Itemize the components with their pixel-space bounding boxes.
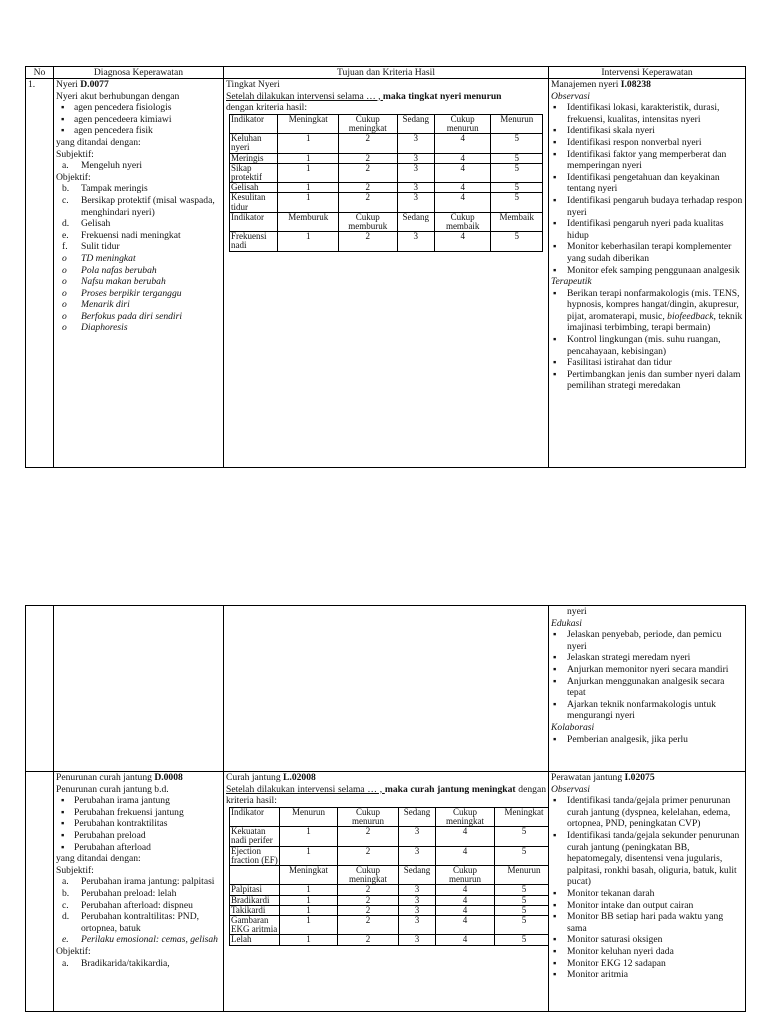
indicator-label: Indikator [230, 114, 278, 133]
indicator-cell: 3 [399, 846, 436, 865]
list-item: d. Gelisah [62, 218, 111, 230]
list-item: e. Perilaku emosional: cemas, gelisah [62, 934, 218, 946]
observasi-list [551, 795, 743, 981]
tujuan-criteria-label: dengan kriteria hasil: [226, 102, 307, 114]
indicator-cell: Memburuk [278, 212, 339, 231]
indicator-cell: Menurun [280, 807, 338, 826]
intervensi-cell [549, 79, 746, 468]
indicator-cell: 5 [491, 193, 543, 212]
list-item: o Proses berpikir terganggu [56, 288, 221, 300]
indicator-cell: Meningkat [495, 807, 549, 826]
indicator-label: Kekuatan nadi perifer [230, 827, 280, 846]
indicator-label: Ejection fraction (EF) [231, 845, 278, 865]
subjektif-list [56, 876, 221, 946]
list-item: c. Perubahan afterload: dispneu [62, 899, 193, 911]
diagnosis-title: Penurunan curah jantung D.0008 [56, 772, 183, 783]
list-item: ▪ Identifikasi lokasi, karakteristik, durasi, frekuensi, kualitas, intensitas nyeri [551, 102, 743, 125]
kolaborasi-label: Kolaborasi [551, 721, 595, 733]
row-number: 1. [26, 79, 54, 468]
list-item: ▪ Anjurkan menggunakan analgesik secara tepat [551, 676, 743, 699]
indicator-cell: 2 [339, 153, 398, 163]
ditandai-label: yang ditandai dengan: [56, 853, 141, 865]
indicator-cell: 4 [436, 905, 495, 915]
indicator-cell: Sedang [399, 866, 436, 885]
indicator-row [230, 905, 549, 915]
indicator-cell: 3 [399, 885, 436, 895]
indicator-label: Sikap protektif [230, 163, 278, 182]
indicator-cell: Menurun [495, 866, 549, 885]
indicator-cell: 2 [339, 183, 398, 193]
ditandai-label: yang ditandai dengan: [56, 136, 141, 148]
list-item: ▪ agen pencedera fisik [56, 125, 221, 137]
list-item: ▪ Monitor EKG 12 sadapan [551, 958, 743, 970]
list-item: b. Tampak meringis [62, 183, 148, 195]
tujuan-title: Tingkat Nyeri [226, 79, 280, 90]
indicator-cell: 5 [495, 916, 549, 935]
list-item: a. Bradikarida/takikardia, [62, 957, 170, 969]
indicator-cell: Meningkat [280, 866, 338, 885]
continued-text: nyeri [567, 606, 587, 617]
indicator-row [230, 885, 549, 895]
objektif-list [56, 183, 221, 253]
observasi-list [551, 102, 743, 276]
indicator-cell: 3 [399, 935, 436, 945]
list-item: d. Perubahan kontraltilitas: PND, ortopnea, batuk [62, 911, 200, 934]
indicator-cell: 2 [338, 827, 399, 846]
observasi-label: Observasi [551, 90, 590, 102]
list-item: ▪ Identifikasi pengetahuan dan keyakinan tentang nyeri [551, 172, 743, 195]
observasi-label: Observasi [551, 783, 590, 795]
indicator-cell: 4 [434, 193, 491, 212]
indicator-cell: Cukup meningkat [339, 114, 398, 133]
indicator-label: Lelah [230, 935, 280, 945]
kolaborasi-list [551, 734, 743, 746]
list-item: a. Perubahan irama jantung: palpitasi [62, 876, 215, 888]
intervensi-continued-cell [549, 606, 746, 772]
list-item: c. Bersikap protektif (misal waspada, menghindari nyeri) [62, 194, 215, 218]
indicator-row [230, 916, 549, 935]
indicator-cell: 4 [436, 935, 495, 945]
indicator-cell: 5 [495, 895, 549, 905]
indicator-cell: 4 [434, 134, 491, 153]
indicator-cell: 2 [338, 916, 399, 935]
indicator-cell: 1 [280, 827, 338, 846]
header-no: No [26, 67, 54, 79]
indicator-label: Bradikardi [230, 895, 280, 905]
list-item: ▪ Pemberian analgesik, jika perlu [551, 734, 743, 746]
list-item: ▪ Jelaskan penyebab, periode, dan pemicu nyeri [551, 629, 743, 652]
indicator-row [230, 163, 543, 182]
list-item: ▪ Identifikasi pengaruh budaya terhadap respon nyeri [551, 195, 743, 218]
tujuan-cell [224, 772, 549, 1012]
indicator-label: Keluhan nyeri [230, 134, 278, 153]
indicator-cell: 3 [397, 134, 434, 153]
indicator-cell: 5 [495, 885, 549, 895]
indicator-cell: 1 [280, 885, 338, 895]
list-item: ▪ Monitor keberhasilan terapi komplementer yang sudah diberikan [551, 241, 743, 264]
list-item: f. Sulit tidur [62, 241, 120, 253]
diagnosis-title: Nyeri D.0077 [56, 79, 109, 90]
tujuan-intro: Setelah dilakukan intervensi selama … , maka tingkat nyeri menurun [226, 90, 502, 102]
indicator-cell: 1 [278, 134, 339, 153]
indicator-table [229, 807, 549, 946]
indicator-cell: 5 [491, 163, 543, 182]
edukasi-list [551, 629, 743, 722]
indicator-cell: 3 [397, 193, 434, 212]
indicator-cell: 3 [397, 153, 434, 163]
indicator-cell: Cukup meningkat [436, 807, 495, 826]
indicator-cell: Cukup membaik [434, 212, 491, 231]
indicator-label: Gelisah [230, 183, 278, 193]
indicator-row [230, 232, 543, 251]
tujuan-intro: Setelah dilakukan intervensi selama … , maka curah jantung meningkat dengan kriteria hasil: [226, 783, 546, 807]
indicator-cell: Sedang [397, 114, 434, 133]
indicator-cell: 5 [495, 827, 549, 846]
list-item: ▪ Perubahan preload [56, 830, 221, 842]
indicator-cell: 4 [434, 232, 491, 251]
indicator-label: Takikardi [230, 905, 280, 915]
indicator-row [230, 935, 549, 945]
page-1 [25, 66, 745, 468]
indicator-cell: 1 [280, 916, 338, 935]
indicator-cell: 2 [339, 232, 398, 251]
list-item: ▪ Perubahan irama jantung [56, 795, 221, 807]
list-item: ▪ Identifikasi respon nonverbal nyeri [551, 137, 743, 149]
indicator-cell: 1 [278, 183, 339, 193]
diagnosis-cell [54, 772, 224, 1012]
tujuan-cell [224, 79, 549, 468]
indicator-cell: Menurun [491, 114, 543, 133]
indicator-cell: 4 [434, 183, 491, 193]
indicator-row [230, 193, 543, 212]
indicator-cell: 2 [339, 134, 398, 153]
indicator-cell: Cukup menurun [338, 807, 399, 826]
cause-list [56, 795, 221, 853]
indicator-cell: 1 [280, 935, 338, 945]
indicator-cell: 4 [434, 163, 491, 182]
list-item: ▪ Identifikasi skala nyeri [551, 125, 743, 137]
indicator-cell: Sedang [397, 212, 434, 231]
minor-sign-list [56, 253, 221, 334]
indicator-cell: Cukup memburuk [339, 212, 398, 231]
list-item: ▪ Monitor intake dan output cairan [551, 900, 743, 912]
tujuan-title: Curah jantung L.02008 [226, 772, 316, 783]
list-item: ▪ Jelaskan strategi meredam nyeri [551, 652, 743, 664]
list-item: ▪ Perubahan frekuensi jantung [56, 807, 221, 819]
list-item: ▪ agen pencedeera kimiawi [56, 114, 221, 126]
indicator-label: Palpitasi [230, 885, 280, 895]
indicator-cell: 3 [397, 163, 434, 182]
indicator-cell: 2 [339, 193, 398, 212]
indicator-label: Kesulitan tidur [230, 193, 278, 212]
indicator-cell: 1 [280, 895, 338, 905]
indicator-cell: 5 [495, 905, 549, 915]
indicator-cell: 5 [491, 232, 543, 251]
list-item: ▪ agen pencedera fisiologis [56, 102, 221, 114]
indicator-cell: 3 [399, 905, 436, 915]
indicator-cell: 2 [338, 895, 399, 905]
indicator-row [230, 183, 543, 193]
list-item: ▪ Ajarkan teknik nonfarmakologis untuk mengurangi nyeri [551, 699, 743, 722]
list-item: a. Mengeluh nyeri [62, 160, 143, 172]
indicator-cell: Cukup menurun [436, 866, 495, 885]
header-diagnosa: Diagnosa Keperawatan [54, 67, 224, 79]
list-item: o Menarik diri [56, 299, 221, 311]
page-2 [25, 605, 745, 1012]
indicator-cell: 1 [278, 163, 339, 182]
cause-list [56, 102, 221, 137]
indicator-label [230, 866, 280, 885]
list-item: ▪ Monitor efek samping penggunaan analgesik [551, 265, 743, 277]
diagnosis-line: Nyeri akut berhubungan dengan [56, 90, 180, 102]
indicator-cell: 1 [278, 232, 339, 251]
list-item: o Pola nafas berubah [56, 265, 221, 277]
indicator-cell: 3 [397, 183, 434, 193]
list-item: ▪ Kontrol lingkungan (mis. suhu ruangan, pencahayaan, kebisingan) [551, 334, 743, 357]
indicator-cell: 4 [436, 895, 495, 905]
care-plan-table-2 [25, 605, 746, 1012]
indicator-cell: 1 [280, 905, 338, 915]
indicator-cell: 4 [436, 885, 495, 895]
list-item: ▪ Berikan terapi nonfarmakologis (mis. TENS, hypnosis, kompres hangat/dingin, akupresur, pijat, aromaterapi, music, biofeedback, teknik imajinasi terbimbing, terapi bermain) [551, 288, 743, 334]
indicator-cell: 4 [436, 846, 495, 865]
list-item: ▪ Monitor saturasi oksigen [551, 934, 743, 946]
care-plan-table-1 [25, 66, 746, 468]
list-item: ▪ Identifikasi tanda/gejala sekunder penurunan curah jantung (peningkatan BB, hepatomegaly, disentensi vena jugularis, palpitasi, ronkhi basah, oliguria, batuk, kulit pucat) [551, 830, 743, 888]
list-item: ▪ Pertimbangkan jenis dan sumber nyeri dalam pemilihan strategi meredakan [551, 369, 743, 392]
indicator-cell: 3 [397, 232, 434, 251]
indicator-cell: 5 [495, 935, 549, 945]
list-item: ▪ Monitor tekanan darah [551, 888, 743, 900]
objektif-label: Objektif: [56, 171, 91, 183]
intervensi-title: Manajemen nyeri I.08238 [551, 79, 651, 90]
list-item: b. Perubahan preload: lelah [62, 887, 177, 899]
header-tujuan: Tujuan dan Kriteria Hasil [224, 67, 549, 79]
list-item: ▪ Identifikasi tanda/gejala primer penurunan curah jantung (dyspnea, kelelahan, edema, ortopnea, PND, peningkatan CVP) [551, 795, 743, 830]
list-item: ▪ Fasilitasi istirahat dan tidur [551, 357, 743, 369]
indicator-row [230, 866, 549, 885]
indicator-cell: 2 [339, 163, 398, 182]
indicator-cell: Sedang [399, 807, 436, 826]
list-item: ▪ Perubahan kontraktilitas [56, 818, 221, 830]
indicator-cell: 3 [399, 827, 436, 846]
edukasi-label: Edukasi [551, 617, 582, 629]
list-item: o Nafsu makan berubah [56, 276, 221, 288]
indicator-cell: 2 [338, 935, 399, 945]
indicator-row [230, 827, 549, 846]
list-item: ▪ Identifikasi faktor yang memperberat dan memperingan nyeri [551, 149, 743, 172]
indicator-table [229, 114, 543, 252]
objektif-label: Objektif: [56, 945, 91, 957]
header-intervensi: Intervensi Keperawatan [549, 67, 746, 79]
list-item: o Diaphoresis [56, 322, 221, 334]
indicator-cell: 4 [436, 827, 495, 846]
indicator-cell: 5 [491, 153, 543, 163]
terapeutik-list [551, 288, 743, 392]
indicator-cell: 5 [491, 183, 543, 193]
list-item: e. Frekuensi nadi meningkat [62, 229, 181, 241]
indicator-cell: Meningkat [278, 114, 339, 133]
indicator-row [230, 807, 549, 826]
objektif-list [56, 958, 221, 970]
list-item: ▪ Monitor BB setiap hari pada waktu yang sama [551, 911, 743, 934]
intervensi-title: Perawatan jantung I.02075 [551, 772, 655, 783]
list-item: o Berfokus pada diri sendiri [56, 311, 221, 323]
indicator-label: Frekuensi nadi [230, 232, 278, 251]
list-item: ▪ Anjurkan memonitor nyeri secara mandiri [551, 664, 743, 676]
indicator-label: Indikator [230, 807, 280, 826]
indicator-cell: 5 [495, 846, 549, 865]
indicator-cell: Membaik [491, 212, 543, 231]
indicator-cell: 3 [399, 916, 436, 935]
indicator-label: Meringis [230, 153, 278, 163]
indicator-cell: 1 [278, 193, 339, 212]
indicator-row [230, 114, 543, 133]
indicator-cell: 4 [434, 153, 491, 163]
indicator-row [230, 134, 543, 153]
subjektif-list [56, 160, 221, 172]
indicator-cell: 2 [338, 905, 399, 915]
indicator-label: Gambaran EKG aritmia [230, 916, 280, 935]
diagnosis-line: Penurunan curah jantung b.d. [56, 783, 169, 795]
indicator-row [230, 212, 543, 231]
indicator-label: Indikator [230, 212, 278, 231]
indicator-cell: 5 [491, 134, 543, 153]
indicator-cell: 1 [280, 846, 338, 865]
indicator-cell: 2 [338, 846, 399, 865]
indicator-row [230, 846, 549, 865]
list-item: ▪ Identifikasi pengaruh nyeri pada kualitas hidup [551, 218, 743, 241]
list-item: ▪ Perubahan afterload [56, 842, 221, 854]
indicator-cell: 1 [278, 153, 339, 163]
indicator-cell: 3 [399, 895, 436, 905]
indicator-cell: Cukup meningkat [338, 866, 399, 885]
subjektif-label: Subjektif: [56, 864, 94, 876]
list-item: ▪ Monitor aritmia [551, 969, 743, 981]
subjektif-label: Subjektif: [56, 148, 94, 160]
list-item: ▪ Monitor keluhan nyeri dada [551, 946, 743, 958]
indicator-row [230, 153, 543, 163]
intervensi-cell [549, 772, 746, 1012]
list-item: o TD meningkat [56, 253, 221, 265]
diagnosis-cell [54, 79, 224, 468]
terapeutik-label: Terapeutik [551, 276, 592, 288]
indicator-row [230, 895, 549, 905]
indicator-cell: 4 [436, 916, 495, 935]
indicator-cell: Cukup menurun [434, 114, 491, 133]
indicator-cell: 2 [338, 885, 399, 895]
